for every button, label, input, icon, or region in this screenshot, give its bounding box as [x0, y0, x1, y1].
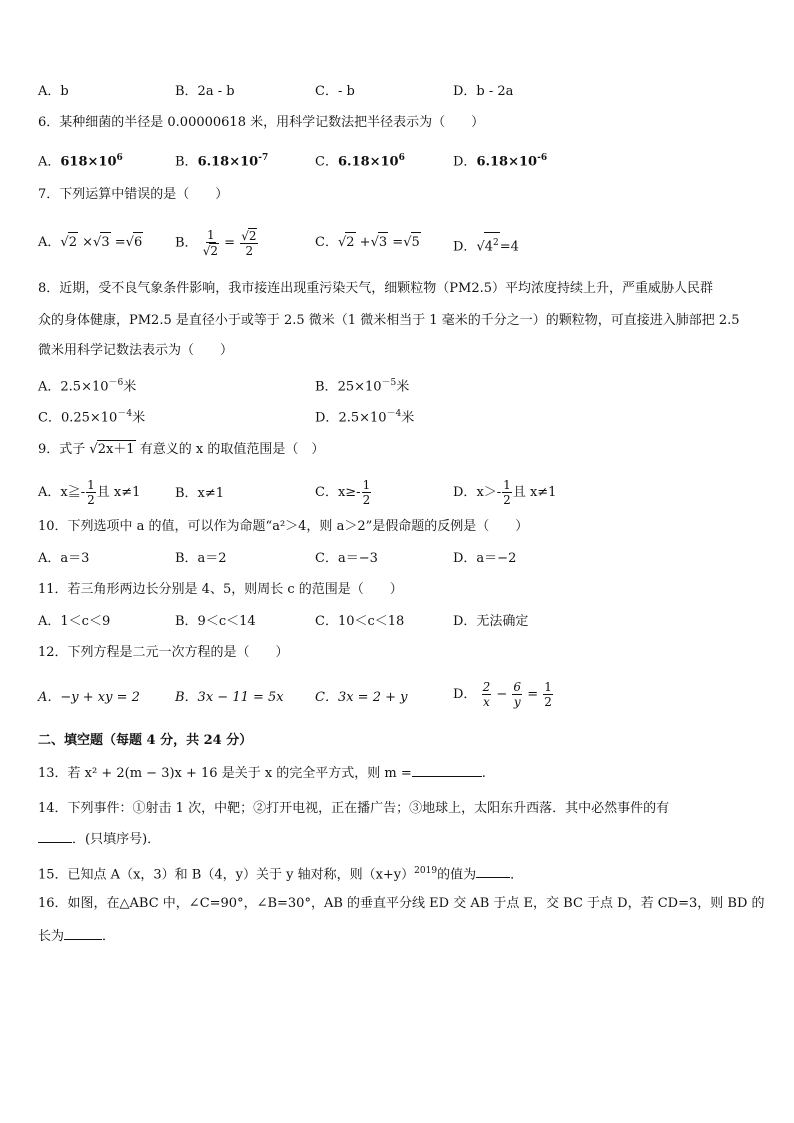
q5-option-c: C．- b	[315, 84, 355, 99]
q9-options	[38, 478, 758, 510]
q10-option-c: C．a＝−3	[315, 551, 378, 566]
q15-answer-blank[interactable]	[476, 865, 510, 878]
q11-option-d: D．无法确定	[453, 614, 529, 629]
q12-option-c: C．3x = 2 + y	[315, 690, 408, 705]
q16-line-2: 长为 ．	[38, 929, 116, 944]
q12-option-b: B．3x − 11 = 5x	[175, 690, 284, 705]
q16-answer-blank[interactable]	[64, 927, 102, 940]
q7-option-d: D．$√4^2=4$	[453, 232, 519, 257]
q10-options	[38, 549, 758, 571]
q6-option-d: D．$6.18\times 10^{-6}$	[453, 153, 548, 170]
q5-options	[38, 82, 758, 104]
q13-line: 13．若 x² + 2(m − 3)x + 16 是关于 x 的完全平方式，则 m = .	[38, 766, 486, 781]
q8-stem-line-2: 众的身体健康，PM2.5 是直径小于或等于 2.5 微米（1 微米相当于 1 毫米的千分之一）的颗粒物，可直接进入肺部把 2.5	[38, 313, 740, 328]
q6-option-b: B．$6.18\times 10^{-7}$	[175, 153, 269, 170]
q5-option-d: D．b - 2a	[453, 84, 514, 99]
q9-stem: 9．式子 √2x＋1 有意义的 x 的取值范围是（ ）	[38, 442, 325, 457]
q14-line-1: 14．下列事件：①射击 1 次，中靶；②打开电视，正在播广告；③地球上，太阳东升西落．其中必然事件的有	[38, 801, 670, 816]
q6-option-a: A．$618\times 10^6$	[38, 153, 123, 170]
q16-line-1: 16．如图，在△ABC 中，∠C=90°，∠B=30°，AB 的垂直平分线 ED 交 AB 于点 E，交 BC 于点 D，若 CD=3，则 BD 的	[38, 896, 765, 911]
q5-option-a: A．b	[38, 84, 69, 99]
q8-options-row-1	[38, 373, 758, 395]
q10-option-d: D．a＝−2	[453, 551, 517, 566]
q11-option-b: B．9＜c＜14	[175, 614, 256, 629]
q8-options-row-2	[38, 404, 758, 426]
q7-option-b: B． $\frac{1}{√2}$ = $\frac{√2}{2}$	[175, 228, 257, 258]
q11-stem: 11．若三角形两边长分别是 4、5，则周长 c 的范围是（ ）	[38, 582, 403, 597]
q6-option-c: C．$6.18\times 10^6$	[315, 153, 405, 170]
section-2-title: 二、填空题（每题 4 分，共 24 分）	[38, 733, 253, 748]
q7-option-c: C．√2 +√3 =√5	[315, 232, 421, 253]
q7-options	[38, 228, 758, 258]
q7-stem: 7．下列运算中错误的是（ ）	[38, 187, 229, 202]
q14-line-2: ．(只填序号)．	[38, 830, 160, 849]
q6-stem: 6．某种细菌的半径是 0.00000618 米，用科学记数法把半径表示为（ ）	[38, 115, 485, 130]
q12-stem: 12．下列方程是二元一次方程的是（ ）	[38, 645, 289, 660]
q9-option-b: B．x≠1	[175, 486, 225, 501]
q6-options	[38, 148, 758, 170]
q9-option-c: C．x≥- $\frac{1}{2}$	[315, 478, 371, 507]
q9-option-d: D．x＞- $\frac{1}{2}$ 且 x≠1	[453, 478, 557, 507]
q8-stem-line-1: 8．近期，受不良气象条件影响，我市接连出现重污染天气，细颗粒物（PM2.5）平均浓度持续上升，严重威胁人民群	[38, 281, 714, 296]
q7-option-a: A．√2 ×√3 =√6	[38, 232, 143, 253]
q9-option-a: A．x≧- $\frac{1}{2}$ 且 x≠1	[38, 478, 141, 507]
q14-answer-blank[interactable]	[38, 830, 72, 843]
q12-option-a: A．−y + xy = 2	[38, 690, 140, 705]
q10-stem: 10．下列选项中 a 的值，可以作为命题“a²＞4，则 a＞2”是假命题的反例是（ ）	[38, 519, 529, 534]
q12-option-d: D． $\frac{2}{x}$ − $\frac{6}{y}$ = $\frac{1}{2}$	[453, 680, 552, 709]
q8-option-c: C．$0.25\times 10^{-4}$米	[38, 409, 146, 426]
q5-option-b: B．2a - b	[175, 84, 235, 99]
q15-line: 15．已知点 A（x，3）和 B（4，y）关于 y 轴对称，则$(x+y)^{2019}$的值为 ．	[38, 866, 524, 883]
q12-options	[38, 680, 758, 716]
q8-stem-line-3: 微米用科学记数法表示为（ ）	[38, 343, 234, 358]
q8-option-d: D．$2.5\times 10^{-4}$米	[315, 409, 415, 426]
q13-answer-blank[interactable]	[412, 764, 482, 777]
q10-option-a: A．a＝3	[38, 551, 90, 566]
q11-option-a: A．1＜c＜9	[38, 614, 111, 629]
q10-option-b: B．a＝2	[175, 551, 227, 566]
q8-option-b: B．$25\times 10^{-5}$米	[315, 378, 410, 395]
q11-options	[38, 612, 758, 634]
q8-option-a: A．$2.5\times 10^{-6}$米	[38, 378, 137, 395]
q11-option-c: C．10＜c＜18	[315, 614, 405, 629]
